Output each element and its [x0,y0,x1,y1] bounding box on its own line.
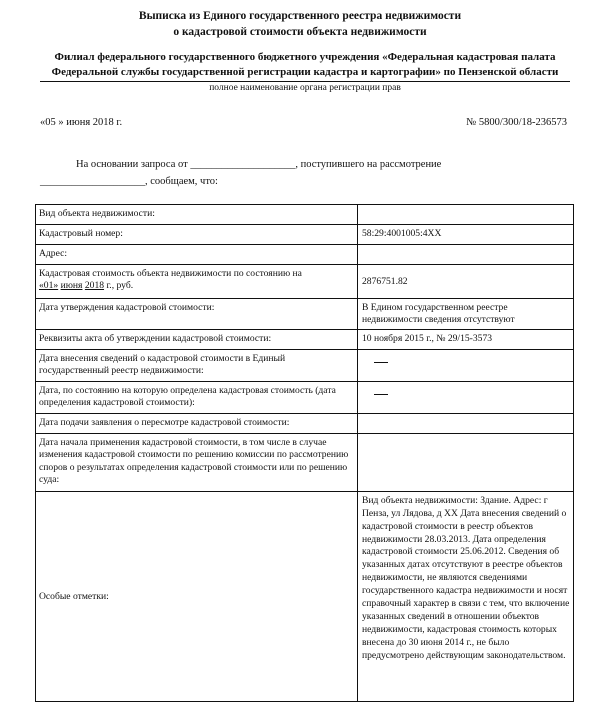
table-row [36,205,574,225]
cadastral-value-table [35,204,574,702]
table-row [36,433,574,491]
document-number: № 5800/300/18-236573 [466,117,567,128]
row-label-cadastral-value [36,265,358,299]
row-value-special-notes: Вид объекта недвижимости: Здание. Адрес: г Пенза, ул Лядова, д XX Дата внесения сведений о кадастровой стоимости в реестр объектов недвижимости 28.03.2013. Дата определения кадастровой стоимости 25.06.2012. Сведения об указанных датах отсутствуют в реестре объектов недвижимости, не являются сведениями государственного кадастра недвижимости и носят справочный характер в связи с тем, что включение указанных сведений в отношении объектов недвижимости, кадастровая стоимость которых внесена до 30 июня 2014 г., не было предусмотрено действующим законодательством. [358,491,574,701]
table-row [36,381,574,413]
row-label-address: Адрес: [36,245,358,265]
cadastral-value-suffix: г., руб. [106,280,134,292]
empty-value-dash [374,362,388,363]
cadastral-value-year: 2018 [84,280,105,292]
table-row [36,299,574,330]
table-row [36,329,574,349]
row-label-object-type: Вид объекта недвижимости: [36,205,358,225]
table-row [36,225,574,245]
row-value-application-start-date [358,433,574,491]
row-value-determination-date [358,381,574,413]
row-label-application-start-date: Дата начала применения кадастровой стоимости, в том числе в случае изменения кадастровой стоимости по решению комиссии по рассмотрению споров о результатах определения кадастровой стоимости или по решению суда: [36,433,358,491]
row-label-determination-date: Дата, по состоянию на которую определена кадастровая стоимость (дата определения кадастровой стоимости): [36,381,358,413]
table-row [36,349,574,381]
row-value-approval-date: В Едином государственном реестре недвижимости сведения отсутствуют [358,299,574,330]
row-value-entry-date [358,349,574,381]
row-value-object-type [358,205,574,225]
organization-caption: полное наименование органа регистрации прав [209,83,401,93]
row-label-approval-date: Дата утверждения кадастровой стоимости: [36,299,358,330]
row-value-review-application-date [358,413,574,433]
request-line2: ____________________, сообщаем, что: [40,176,218,187]
organization-underline [40,81,570,82]
organization-name-line1: Филиал федерального государственного бюджетного учреждения «Федеральная кадастровая палата [54,51,556,63]
document-date: «05 » июня 2018 г. [40,117,123,128]
table-row [36,491,574,701]
row-label-entry-date: Дата внесения сведений о кадастровой стоимости в Единый государственный реестр недвижимости: [36,349,358,381]
row-label-special-notes: Особые отметки: [36,491,358,701]
organization-name-line2: Федеральной службы государственной регистрации кадастра и картографии» по Пензенской области [51,66,559,78]
table-row [36,413,574,433]
row-label-act-details: Реквизиты акта об утверждении кадастровой стоимости: [36,329,358,349]
table-row [36,265,574,299]
cadastral-value-month: июня [60,280,83,292]
row-value-act-details: 10 ноября 2015 г., № 29/15-3573 [358,329,574,349]
cadastral-value-day: «01» [39,280,59,292]
row-value-address [358,245,574,265]
empty-value-dash [374,394,388,395]
cadastral-value-label-text: Кадастровая стоимость объекта недвижимости по состоянию на [39,268,302,279]
request-line1: На основании запроса от ____________________, поступившего на рассмотрение [76,159,442,170]
row-label-review-application-date: Дата подачи заявления о пересмотре кадастровой стоимости: [36,413,358,433]
table-row [36,245,574,265]
row-label-cadastral-number: Кадастровый номер: [36,225,358,245]
row-value-cadastral-number: 58:29:4001005:4XX [358,225,574,245]
row-value-cadastral-value: 2876751.82 [358,265,574,299]
document-title-line2: о кадастровой стоимости объекта недвижимости [173,26,427,38]
document-title-line1: Выписка из Единого государственного реестра недвижимости [138,10,462,22]
